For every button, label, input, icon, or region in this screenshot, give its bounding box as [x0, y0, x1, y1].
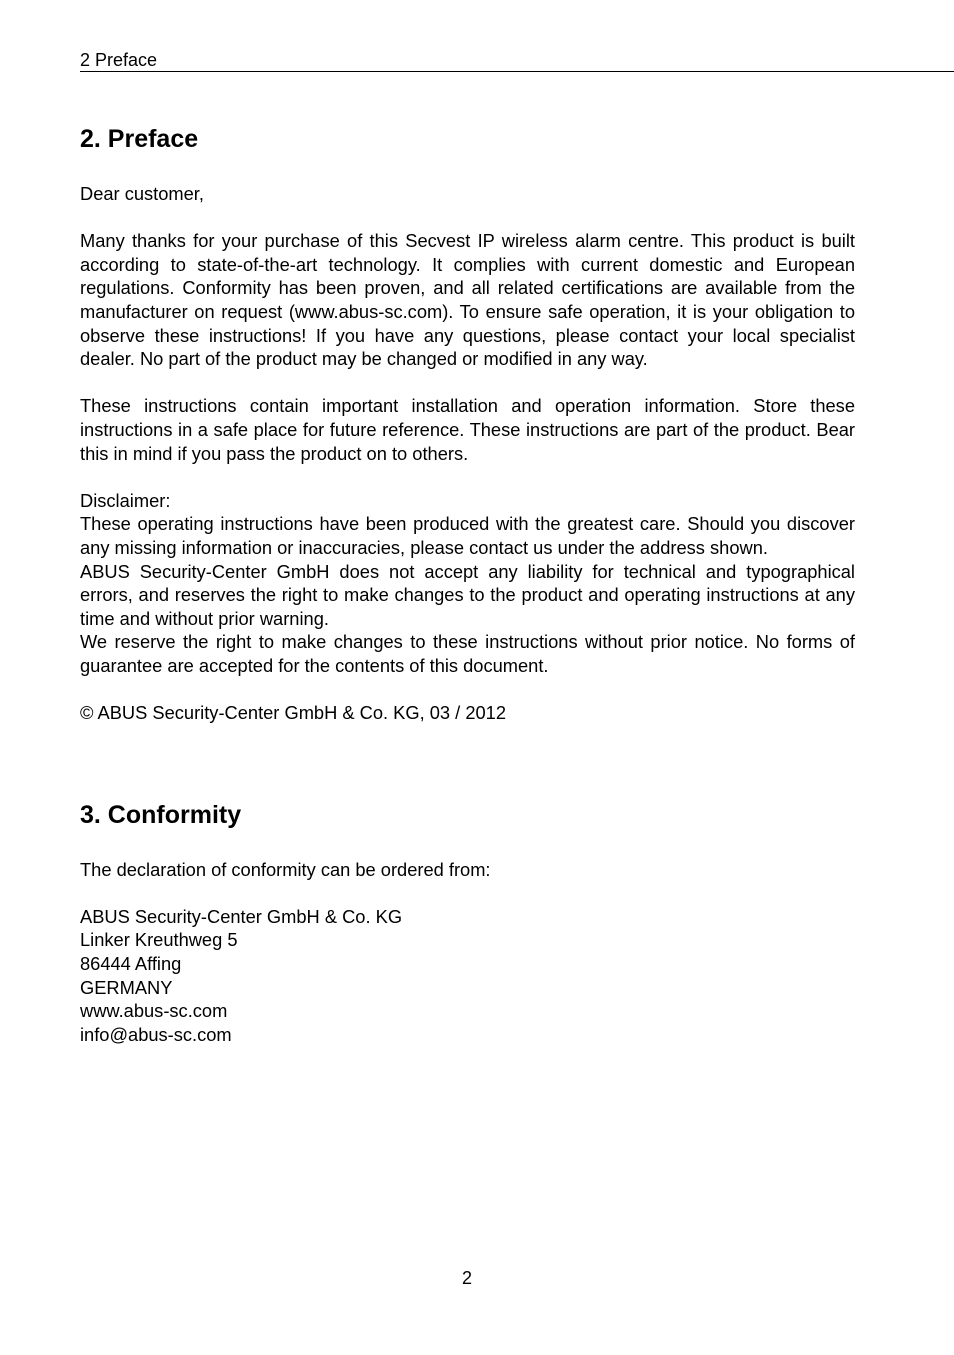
disclaimer-label: Disclaimer:: [80, 489, 171, 511]
running-header: 2 Preface: [80, 49, 954, 72]
conformity-heading: 3. Conformity: [80, 800, 242, 829]
greeting: Dear customer,: [80, 183, 204, 204]
address-street: Linker Kreuthweg 5: [80, 929, 238, 951]
conformity-intro: The declaration of conformity can be ordered from:: [80, 858, 491, 880]
preface-paragraph-1: Many thanks for your purchase of this Secvest IP wireless alarm centre. This product is built according to state-of-the-art technology. It complies with current domestic and European regulations. Conformity has been proven, and all related certifications are available from the manufacturer on request (www.abus-sc.com). To ensure safe operation, it is your obligation to observe these instructions! If you have any questions, please contact your local specialist dealer. No part of the product may be changed or modified in any way.: [80, 230, 855, 370]
preface-paragraph-2: These instructions contain important installation and operation information. Store these instructions in a safe place for future reference. These instructions are part of the product. Bear this in mind if you pass the product on to others.: [80, 395, 855, 464]
address-email: info@abus-sc.com: [80, 1023, 232, 1045]
address-website: www.abus-sc.com: [80, 1000, 228, 1022]
conformity-section: [80, 799, 855, 1047]
disclaimer-paragraph-1: These operating instructions have been produced with the greatest care. Should you discover any missing information or inaccuracies, please contact us under the address shown.: [80, 513, 855, 558]
disclaimer-paragraph-2: ABUS Security-Center GmbH does not accept any liability for technical and typographical errors, and reserves the right to make changes to the product and operating instructions at any time and without prior warning.: [80, 560, 855, 629]
address-company: ABUS Security-Center GmbH & Co. KG: [80, 905, 403, 927]
address-block: [80, 905, 855, 1047]
page-content: [80, 123, 855, 1046]
address-city: 86444 Affing: [80, 953, 182, 975]
copyright-notice: © ABUS Security-Center GmbH & Co. KG, 03 / 2012: [80, 702, 506, 724]
preface-section: [80, 123, 855, 725]
disclaimer-paragraph-3: We reserve the right to make changes to these instructions without prior notice. No forms of guarantee are accepted for the contents of this document.: [80, 631, 855, 676]
preface-heading: 2. Preface: [80, 125, 199, 153]
page-number: 2: [461, 1268, 472, 1288]
address-country: GERMANY: [80, 976, 173, 998]
